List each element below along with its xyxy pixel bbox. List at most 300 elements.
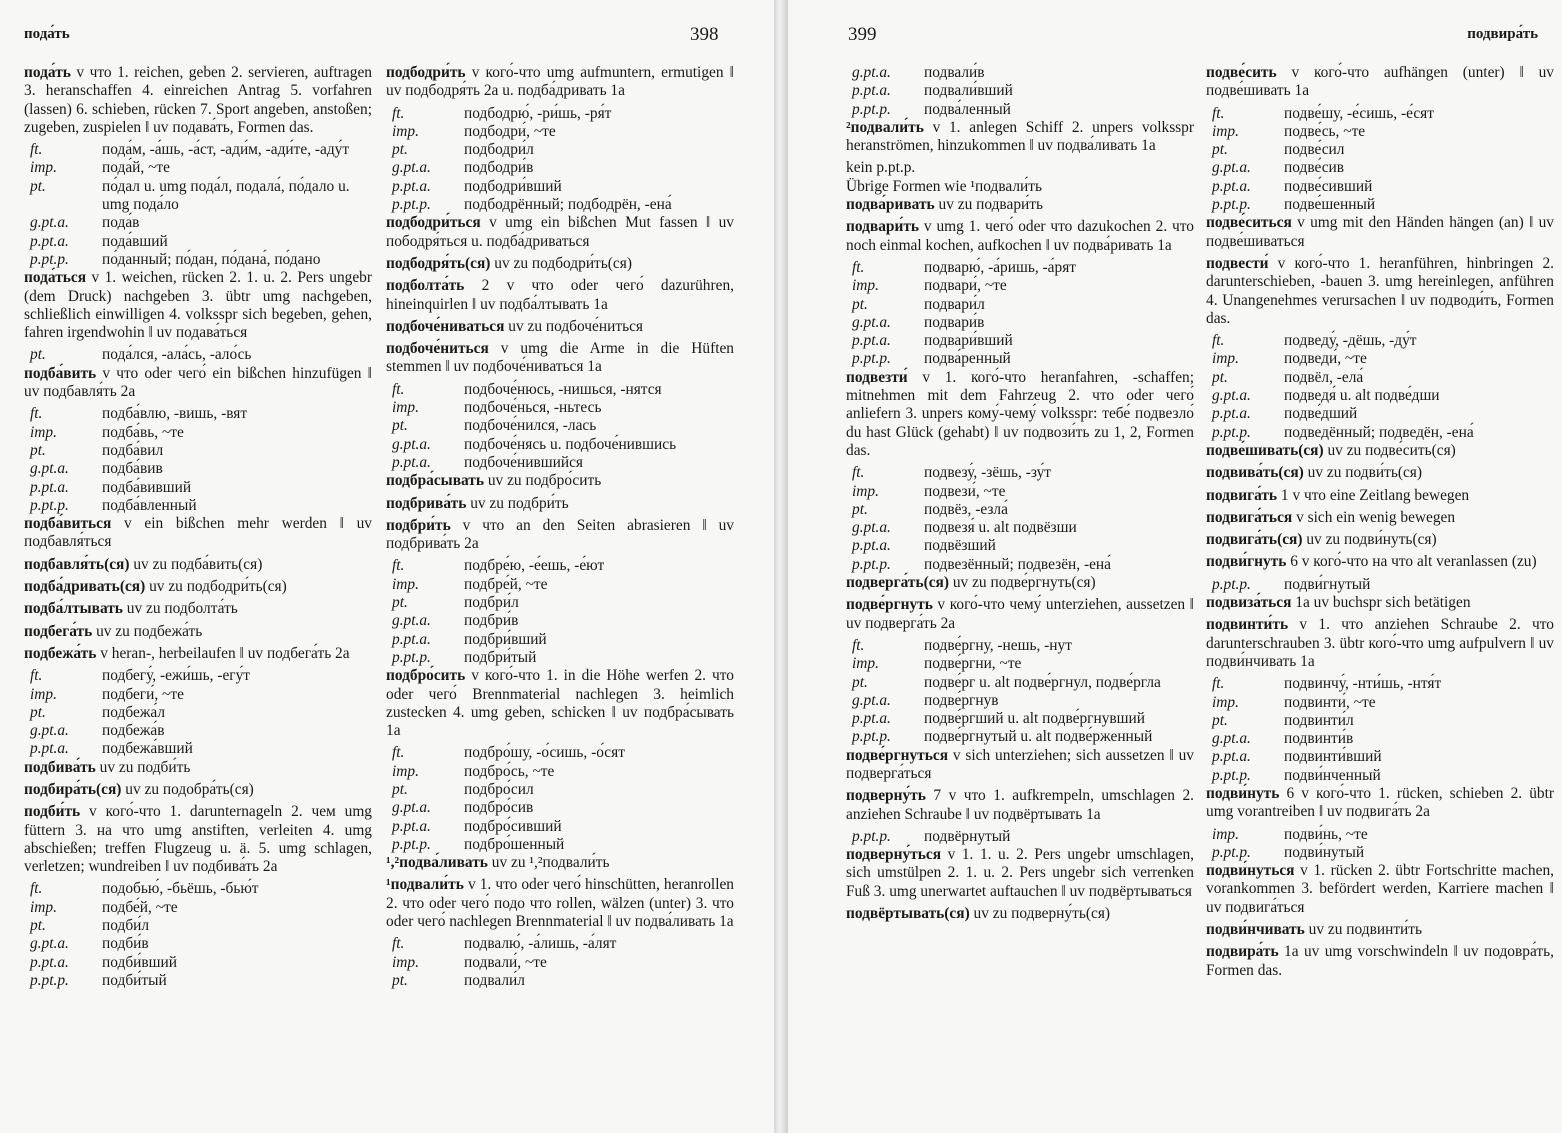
inflection-row xyxy=(386,105,734,123)
headword: подвари́ть xyxy=(846,218,920,236)
form-label: p.pt.a. xyxy=(30,740,69,758)
form-label: g.pt.a. xyxy=(30,935,69,953)
inflection-row xyxy=(24,667,372,685)
page-number-right: 399 xyxy=(848,24,877,45)
inflection-row xyxy=(386,972,734,990)
form-value: подбодри́вший xyxy=(464,177,562,195)
form-value: подва́ренный xyxy=(924,350,1011,368)
form-label: pt. xyxy=(392,780,408,798)
form-value: подве́сил xyxy=(1284,141,1345,159)
inflection-row xyxy=(386,159,734,177)
headword: подве́ситься xyxy=(1206,214,1292,232)
form-value: подбегу́, -ежи́шь, -егу́т xyxy=(102,667,251,685)
form-value: подве́дший xyxy=(1284,405,1358,423)
dictionary-entry xyxy=(386,340,734,377)
dictionary-entry xyxy=(846,846,1194,901)
entry-definition: uv zu подба́вить(ся) xyxy=(129,555,263,573)
form-value: подба́вив xyxy=(102,460,163,478)
inflection-row xyxy=(24,346,372,364)
dictionary-entry xyxy=(1206,594,1554,612)
inflection-row xyxy=(1206,387,1554,405)
form-value: подва́ленный xyxy=(924,100,1011,118)
form-label: p.pt.p. xyxy=(1212,843,1251,861)
form-value: подве́сивший xyxy=(1284,177,1373,195)
form-label: p.pt.p. xyxy=(1212,423,1251,441)
form-value: подвинти́вший xyxy=(1284,748,1382,766)
form-value: подбри́вший xyxy=(464,630,547,648)
headword: подве́ргнуться xyxy=(846,746,949,764)
dictionary-entry xyxy=(386,667,734,740)
form-value: подвинти́в xyxy=(1284,730,1354,748)
form-value: подбеги́, ~те xyxy=(102,685,184,703)
entry-definition: uv zu подбодри́ть(ся) xyxy=(490,254,632,272)
form-label: p.pt.a. xyxy=(30,478,69,496)
form-label: imp. xyxy=(1212,122,1239,140)
dictionary-entry xyxy=(24,759,372,777)
entry-definition: v 1. что oder чего́ hinschütten, heranrollen 2. что oder чего́ подо что rollen, wälzen (unter) 3. что oder чего́ nachlegen Brennmaterial ‖ uv подва́ливать 1a xyxy=(386,876,734,931)
form-value: подбро́шенный xyxy=(464,835,565,853)
column-2 xyxy=(386,64,734,990)
inflection-row xyxy=(846,483,1194,501)
form-label: p.pt.p. xyxy=(30,971,69,989)
entry-definition: uv zu подви́нуть(ся) xyxy=(1302,531,1437,549)
inflection-row xyxy=(1206,767,1554,785)
form-value: подведя́ u. alt подве́дши xyxy=(1284,387,1440,405)
inflection-row xyxy=(1206,826,1554,844)
headword: пода́ться xyxy=(24,269,87,287)
form-label: ft. xyxy=(1212,104,1225,122)
inflection-row xyxy=(386,836,734,854)
form-label: p.pt.p. xyxy=(852,100,891,118)
inflection-row xyxy=(846,277,1194,295)
inflection-row xyxy=(846,464,1194,482)
entry-definition: v ein bißchen mehr werden ‖ uv подбавля́ться xyxy=(24,515,372,551)
entry-definition: 1 v что eine Zeitlang bewegen xyxy=(1277,486,1470,504)
form-label: p.pt.p. xyxy=(852,350,891,368)
form-value: подба́вивший xyxy=(102,478,192,496)
dictionary-entry xyxy=(1206,616,1554,671)
entry-definition: uv zu подболта́ть xyxy=(122,600,238,618)
inflection-row xyxy=(24,460,372,478)
note-line: kein p.pt.p. xyxy=(846,159,916,177)
form-value: подбе́й, ~те xyxy=(102,898,178,916)
form-value: подвёл, -ела́ xyxy=(1284,368,1364,386)
form-label: ft. xyxy=(1212,332,1225,350)
inflection-row xyxy=(1206,405,1554,423)
form-label: g.pt.a. xyxy=(30,214,69,232)
form-value: подвёз, -езла́ xyxy=(924,500,1008,518)
inflection-row xyxy=(846,692,1194,710)
note-line: Übrige Formen wie ¹подвали́ть xyxy=(846,177,1043,195)
form-value: подби́в xyxy=(102,935,149,953)
form-value: пода́й, ~те xyxy=(102,159,170,177)
headword: подверну́ться xyxy=(846,846,942,864)
form-label: g.pt.a. xyxy=(852,519,891,537)
dictionary-entry xyxy=(1206,862,1554,917)
form-value: подвари́вший xyxy=(924,332,1013,350)
form-label: pt. xyxy=(30,346,46,364)
inflection-row xyxy=(386,594,734,612)
form-label: imp. xyxy=(852,277,879,295)
form-label: ft. xyxy=(30,405,43,423)
form-label: ft. xyxy=(392,935,405,953)
headword: подвига́ться xyxy=(1206,508,1293,526)
dictionary-entry xyxy=(24,556,372,574)
inflection-row xyxy=(846,537,1194,555)
form-label: ft. xyxy=(392,744,405,762)
form-value: по́данный; по́дан, по́дана́, по́дано xyxy=(102,250,321,268)
inflection-row xyxy=(386,649,734,667)
dictionary-entry xyxy=(24,600,372,618)
form-value: подба́вил xyxy=(102,441,164,459)
form-value: подви́нь, ~те xyxy=(1284,825,1368,843)
form-label: g.pt.a. xyxy=(392,799,431,817)
entry-definition: uv zu подви́ть(ся) xyxy=(1303,464,1422,482)
inflection-row xyxy=(846,519,1194,537)
form-label: p.pt.a. xyxy=(30,232,69,250)
inflection-row xyxy=(1206,105,1554,123)
inflection-row xyxy=(24,233,372,251)
inflection-row xyxy=(846,82,1194,100)
headword: подвёртывать(ся) xyxy=(846,905,970,923)
dictionary-entry xyxy=(1206,785,1554,822)
form-label: p.pt.p. xyxy=(392,835,431,853)
form-value: подве́шу, -е́сишь, -е́сят xyxy=(1284,104,1434,122)
form-label: ft. xyxy=(392,557,405,575)
form-value: подвинти́л xyxy=(1284,711,1354,729)
form-value: подбро́сивший xyxy=(464,817,562,835)
form-value: подвезя́ u. alt подвёзши xyxy=(924,519,1077,537)
form-value: подбре́й, ~те xyxy=(464,575,548,593)
form-label: p.pt.a. xyxy=(1212,177,1251,195)
dictionary-entry xyxy=(386,318,734,336)
headword: подви́гнуть xyxy=(1206,553,1287,571)
headword: ¹,²подва́ливать xyxy=(386,854,488,872)
form-value: подвёзший xyxy=(924,537,996,555)
inflection-row xyxy=(846,728,1194,746)
form-label: pt. xyxy=(852,673,868,691)
dictionary-entry xyxy=(24,803,372,876)
inflection-row xyxy=(24,740,372,758)
form-value: подвали́л xyxy=(464,971,525,989)
inflection-row xyxy=(24,917,372,935)
dictionary-entry xyxy=(24,64,372,137)
form-label: pt. xyxy=(1212,711,1228,729)
headword: подбега́ть xyxy=(24,622,93,640)
headword: подбрива́ть xyxy=(386,494,467,512)
form-label: p.pt.p. xyxy=(852,728,891,746)
form-value: подбоче́нившийся xyxy=(464,453,583,471)
form-value: подварю́, -а́ришь, -а́рят xyxy=(924,258,1077,276)
inflection-row xyxy=(386,799,734,817)
inflection-row xyxy=(846,259,1194,277)
form-value: подве́сив xyxy=(1284,159,1345,177)
inflection-row xyxy=(24,880,372,898)
form-label: g.pt.a. xyxy=(30,722,69,740)
headword: ²подвали́ть xyxy=(846,118,924,136)
form-value: подвинти́, ~те xyxy=(1284,693,1376,711)
headword: подверну́ть xyxy=(846,787,926,805)
form-label: ft. xyxy=(852,464,865,482)
form-value: подбро́шу, -о́сишь, -о́сят xyxy=(464,744,625,762)
dictionary-entry xyxy=(1206,442,1554,460)
form-value: подвезённый; подвезён, -ена́ xyxy=(924,555,1111,573)
inflection-row xyxy=(1206,369,1554,387)
headword: подвинти́ть xyxy=(1206,616,1289,634)
form-label: imp. xyxy=(392,953,419,971)
entry-definition: uv zu подве́сить(ся) xyxy=(1323,441,1456,459)
entry-definition: v umg die Arme in die Hüften stemmen ‖ uv подбоче́ниваться 1a xyxy=(386,340,734,376)
running-head-left: пода́ть xyxy=(24,26,70,42)
form-label: p.pt.a. xyxy=(1212,405,1251,423)
form-value: подвали́, ~те xyxy=(464,953,547,971)
headword: подвиза́ться xyxy=(1206,594,1292,612)
column-3 xyxy=(846,64,1194,927)
dictionary-entry xyxy=(386,255,734,273)
dictionary-entry xyxy=(24,645,372,663)
form-label: imp. xyxy=(852,655,879,673)
dictionary-entry xyxy=(1206,531,1554,549)
form-label: ft. xyxy=(852,636,865,654)
entry-definition: uv zu подбодри́ть(ся) xyxy=(145,578,287,596)
form-value: подвари́в xyxy=(924,313,985,331)
form-value: подведу́, -дёшь, -ду́т xyxy=(1284,332,1417,350)
headword: подби́ть xyxy=(24,803,81,821)
inflection-row xyxy=(24,704,372,722)
form-value: подве́рг u. alt подве́ргнул, подве́ргла xyxy=(924,673,1161,691)
inflection-row xyxy=(1206,332,1554,350)
form-label: imp. xyxy=(30,898,57,916)
entry-definition: uv zu подбоче́ниться xyxy=(504,317,644,335)
inflection-row xyxy=(1206,141,1554,159)
inflection-row xyxy=(386,454,734,472)
inflection-row xyxy=(24,178,372,215)
form-label: g.pt.a. xyxy=(30,460,69,478)
inflection-row xyxy=(1206,844,1554,862)
form-label: p.pt.a. xyxy=(852,710,891,728)
dictionary-entry xyxy=(846,119,1194,156)
inflection-row xyxy=(386,576,734,594)
form-value: подба́влю, -вишь, -вят xyxy=(102,405,248,423)
entry-definition: 1a uv umg vorschwindeln ‖ uv подовра́ть, Formen das. xyxy=(1206,943,1554,979)
entry-definition: v кого́-что 1. darunternageln 2. чем umg füttern 3. на что umg anstiften, verleiten 4. umg abschießen; treffen Flugzeug u. ä. 5. umg schlagen, verletzen; wundreiben ‖ uv подбива́ть 2a xyxy=(24,803,372,876)
dictionary-entry xyxy=(846,787,1194,824)
form-value: подбодри́л xyxy=(464,141,534,159)
form-value: подбодри́, ~те xyxy=(464,122,556,140)
headword: подве́ргнуть xyxy=(846,596,933,614)
page-number-left: 398 xyxy=(690,24,719,45)
inflection-row xyxy=(1206,712,1554,730)
form-value: подвалю́, -а́лишь, -а́лят xyxy=(464,935,617,953)
inflection-row xyxy=(24,954,372,972)
entry-definition: uv zu подверну́ть(ся) xyxy=(969,905,1111,923)
entry-definition: uv zu подби́ть xyxy=(95,758,191,776)
form-value: пода́м, -а́шь, -а́ст, -ади́м, -ади́те, -аду́т xyxy=(102,141,350,159)
form-value: подба́вленный xyxy=(102,496,197,514)
entry-definition: uv zu подобра́ть(ся) xyxy=(121,780,254,798)
inflection-row xyxy=(386,417,734,435)
inflection-row xyxy=(386,744,734,762)
entry-definition: uv zu подвари́ть xyxy=(934,196,1044,214)
entry-definition: v umg mit den Händen hängen (an) ‖ uv подве́шиваться xyxy=(1206,214,1554,250)
inflection-row xyxy=(846,101,1194,119)
entry-definition: v sich unterziehen; sich aussetzen ‖ uv подверга́ться xyxy=(846,746,1194,782)
inflection-row xyxy=(386,178,734,196)
headword: подба́дривать(ся) xyxy=(24,578,146,596)
headword: ¹подвали́ть xyxy=(386,876,464,894)
form-value: подбри́тый xyxy=(464,648,537,666)
form-value: подбежа́вший xyxy=(102,740,193,758)
form-value: подве́ргший u. alt подве́ргнувший xyxy=(924,710,1145,728)
inflection-row xyxy=(846,296,1194,314)
form-value: подбро́сив xyxy=(464,799,534,817)
dictionary-entry xyxy=(24,623,372,641)
inflection-row xyxy=(24,686,372,704)
form-label: pt. xyxy=(852,295,868,313)
headword: подбодря́ть(ся) xyxy=(386,254,491,272)
entry-definition: v что 1. reichen, geben 2. servieren, auftragen 3. heranschaffen 4. einreichen Antrag 5. vorfahren (lassen) 6. schieben, rücken 7. Sport angeben, anstoßen; zugeben, zuspielen ‖ uv подава́ть, Formen das. xyxy=(24,64,372,136)
form-label: g.pt.a. xyxy=(1212,387,1251,405)
form-label: p.pt.a. xyxy=(30,953,69,971)
form-value: подбоче́нься, -ньтесь xyxy=(464,399,602,417)
form-label: p.pt.a. xyxy=(392,817,431,835)
entry-definition: 2 v что oder чего́ dazurühren, hineinquirlen ‖ uv подба́лтывать 1a xyxy=(386,277,734,313)
form-label: pt. xyxy=(852,500,868,518)
form-value: подба́вь, ~те xyxy=(102,423,184,441)
form-label: imp. xyxy=(392,575,419,593)
entry-definition: v кого́-что 1. in die Höhe werfen 2. что oder чего́ Brennmaterial nachlegen 3. heimlich zustecken 4. umg geben, schicken ‖ uv подбра́сывать 1a xyxy=(386,667,734,740)
form-label: ft. xyxy=(392,380,405,398)
inflection-row xyxy=(24,141,372,159)
dictionary-entry xyxy=(846,369,1194,460)
form-label: pt. xyxy=(30,703,46,721)
form-label: imp. xyxy=(392,399,419,417)
form-value: подбежа́л xyxy=(102,703,166,721)
dictionary-entry xyxy=(1206,553,1554,571)
inflection-row xyxy=(386,631,734,649)
inflection-row xyxy=(24,214,372,232)
inflection-row xyxy=(24,442,372,460)
headword: подве́шивать(ся) xyxy=(1206,441,1324,459)
inflection-row xyxy=(1206,424,1554,442)
dictionary-entry xyxy=(386,277,734,314)
dictionary-entry xyxy=(386,472,734,490)
inflection-row xyxy=(24,899,372,917)
entry-definition: v umg 1. чего́ oder что dazukochen 2. что noch einmal kochen, aufkochen ‖ uv подва́ривать 1a xyxy=(846,218,1194,254)
form-value: подбоче́нюсь, -нишься, -нятся xyxy=(464,380,662,398)
inflection-row xyxy=(846,350,1194,368)
form-value: подве́шенный xyxy=(1284,196,1376,214)
entry-definition: uv zu подбежа́ть xyxy=(92,622,203,640)
form-label: ft. xyxy=(30,141,43,159)
inflection-row xyxy=(1206,159,1554,177)
inflection-row xyxy=(24,159,372,177)
form-value: подбро́сь, ~те xyxy=(464,762,555,780)
form-label: p.pt.p. xyxy=(1212,575,1251,593)
form-label: p.pt.a. xyxy=(852,332,891,350)
form-label: g.pt.a. xyxy=(852,64,891,81)
form-label: ft. xyxy=(852,258,865,276)
dictionary-entry xyxy=(24,781,372,799)
form-label: ft. xyxy=(30,667,43,685)
form-value: подвинчу́, -нти́шь, -нтя́т xyxy=(1284,675,1442,693)
inflection-row xyxy=(1206,123,1554,141)
inflection-row xyxy=(24,405,372,423)
form-label: p.pt.a. xyxy=(852,82,891,100)
entry-definition: v 1. rücken 2. übtr Fortschritte machen, vorankommen 3. befördert werden, Karriere machen ‖ uv подвига́ться xyxy=(1206,862,1554,916)
form-label: p.pt.a. xyxy=(392,630,431,648)
dictionary-entry xyxy=(1206,214,1554,251)
entry-definition: v кого́-что umg aufmuntern, ermutigen ‖ uv подбодря́ть 2a u. подба́дривать 1a xyxy=(386,64,734,100)
inflection-row xyxy=(24,722,372,740)
dictionary-entry xyxy=(1206,943,1554,980)
inflection-row xyxy=(846,332,1194,350)
form-value: подби́вший xyxy=(102,953,177,971)
form-label: imp. xyxy=(30,159,57,177)
inflection-row xyxy=(386,935,734,953)
form-value: подбодри́в xyxy=(464,159,534,177)
form-value: подби́л xyxy=(102,917,150,935)
dictionary-entry xyxy=(386,517,734,554)
headword: подвива́ть(ся) xyxy=(1206,464,1304,482)
form-label: pt. xyxy=(392,417,408,435)
inflection-row xyxy=(386,818,734,836)
form-label: g.pt.a. xyxy=(852,313,891,331)
form-value: подве́ргнув xyxy=(924,691,999,709)
dictionary-entry xyxy=(846,747,1194,784)
dictionary-entry xyxy=(1206,921,1554,939)
form-label: imp. xyxy=(1212,350,1239,368)
inflection-row xyxy=(846,64,1194,82)
entry-definition: v 1. weichen, rücken 2. 1. u. 2. Pers ungebr (dem Druck) nachgeben 3. übtr umg nachgeben, schließlich einwilligen 4. volksspr sich begeben, gehen, fahren irgendwohin ‖ uv подава́ться xyxy=(24,269,372,342)
form-label: imp. xyxy=(1212,825,1239,843)
form-label: g.pt.a. xyxy=(1212,159,1251,177)
headword: подбоче́ниться xyxy=(386,340,489,358)
form-value: подвали́вший xyxy=(924,82,1013,100)
inflection-row xyxy=(846,637,1194,655)
form-value: подби́тый xyxy=(102,971,167,989)
headword: подвига́ть xyxy=(1206,486,1278,504)
form-label: pt. xyxy=(392,594,408,612)
form-label: p.pt.p. xyxy=(1212,766,1251,784)
entry-definition: v кого́-что 1. heranführen, hinbringen 2. darunterschieben, -bauen 3. umg hereinlegen, anführen 4. Unangenehmes verursachen ‖ uv подводи́ть, Formen das. xyxy=(1206,254,1554,327)
form-value: подве́сь, ~те xyxy=(1284,122,1366,140)
form-label: pt. xyxy=(30,441,46,459)
inflection-row xyxy=(386,196,734,214)
dictionary-entry xyxy=(1206,64,1554,101)
headword: подвира́ть xyxy=(1206,943,1279,961)
form-value: подви́нченный xyxy=(1284,766,1381,784)
inflection-row xyxy=(386,612,734,630)
dictionary-entry xyxy=(386,876,734,931)
inflection-row xyxy=(24,424,372,442)
headword: подболта́ть xyxy=(386,277,465,295)
entry-definition: v sich ein wenig bewegen xyxy=(1292,508,1456,526)
entry-definition: v кого́-что aufhängen (unter) ‖ uv подве́шивать 1a xyxy=(1206,64,1554,100)
inflection-row xyxy=(24,972,372,990)
form-value: пода́в xyxy=(102,214,140,232)
entry-definition: v heran-, herbeilaufen ‖ uv подбега́ть 2a xyxy=(96,644,350,662)
headword: пода́ть xyxy=(24,64,71,81)
form-label: p.pt.p. xyxy=(30,496,69,514)
dictionary-entry xyxy=(24,269,372,342)
form-value: подви́нутый xyxy=(1284,843,1365,861)
inflection-row xyxy=(1206,196,1554,214)
headword: подбро́сить xyxy=(386,667,466,685)
form-value: подобью́, -бьёшь, -бью́т xyxy=(102,880,259,898)
entry-definition: uv zu подве́ргнуть(ся) xyxy=(949,574,1096,592)
form-value: подведённый; подведён, -ена́ xyxy=(1284,423,1474,441)
